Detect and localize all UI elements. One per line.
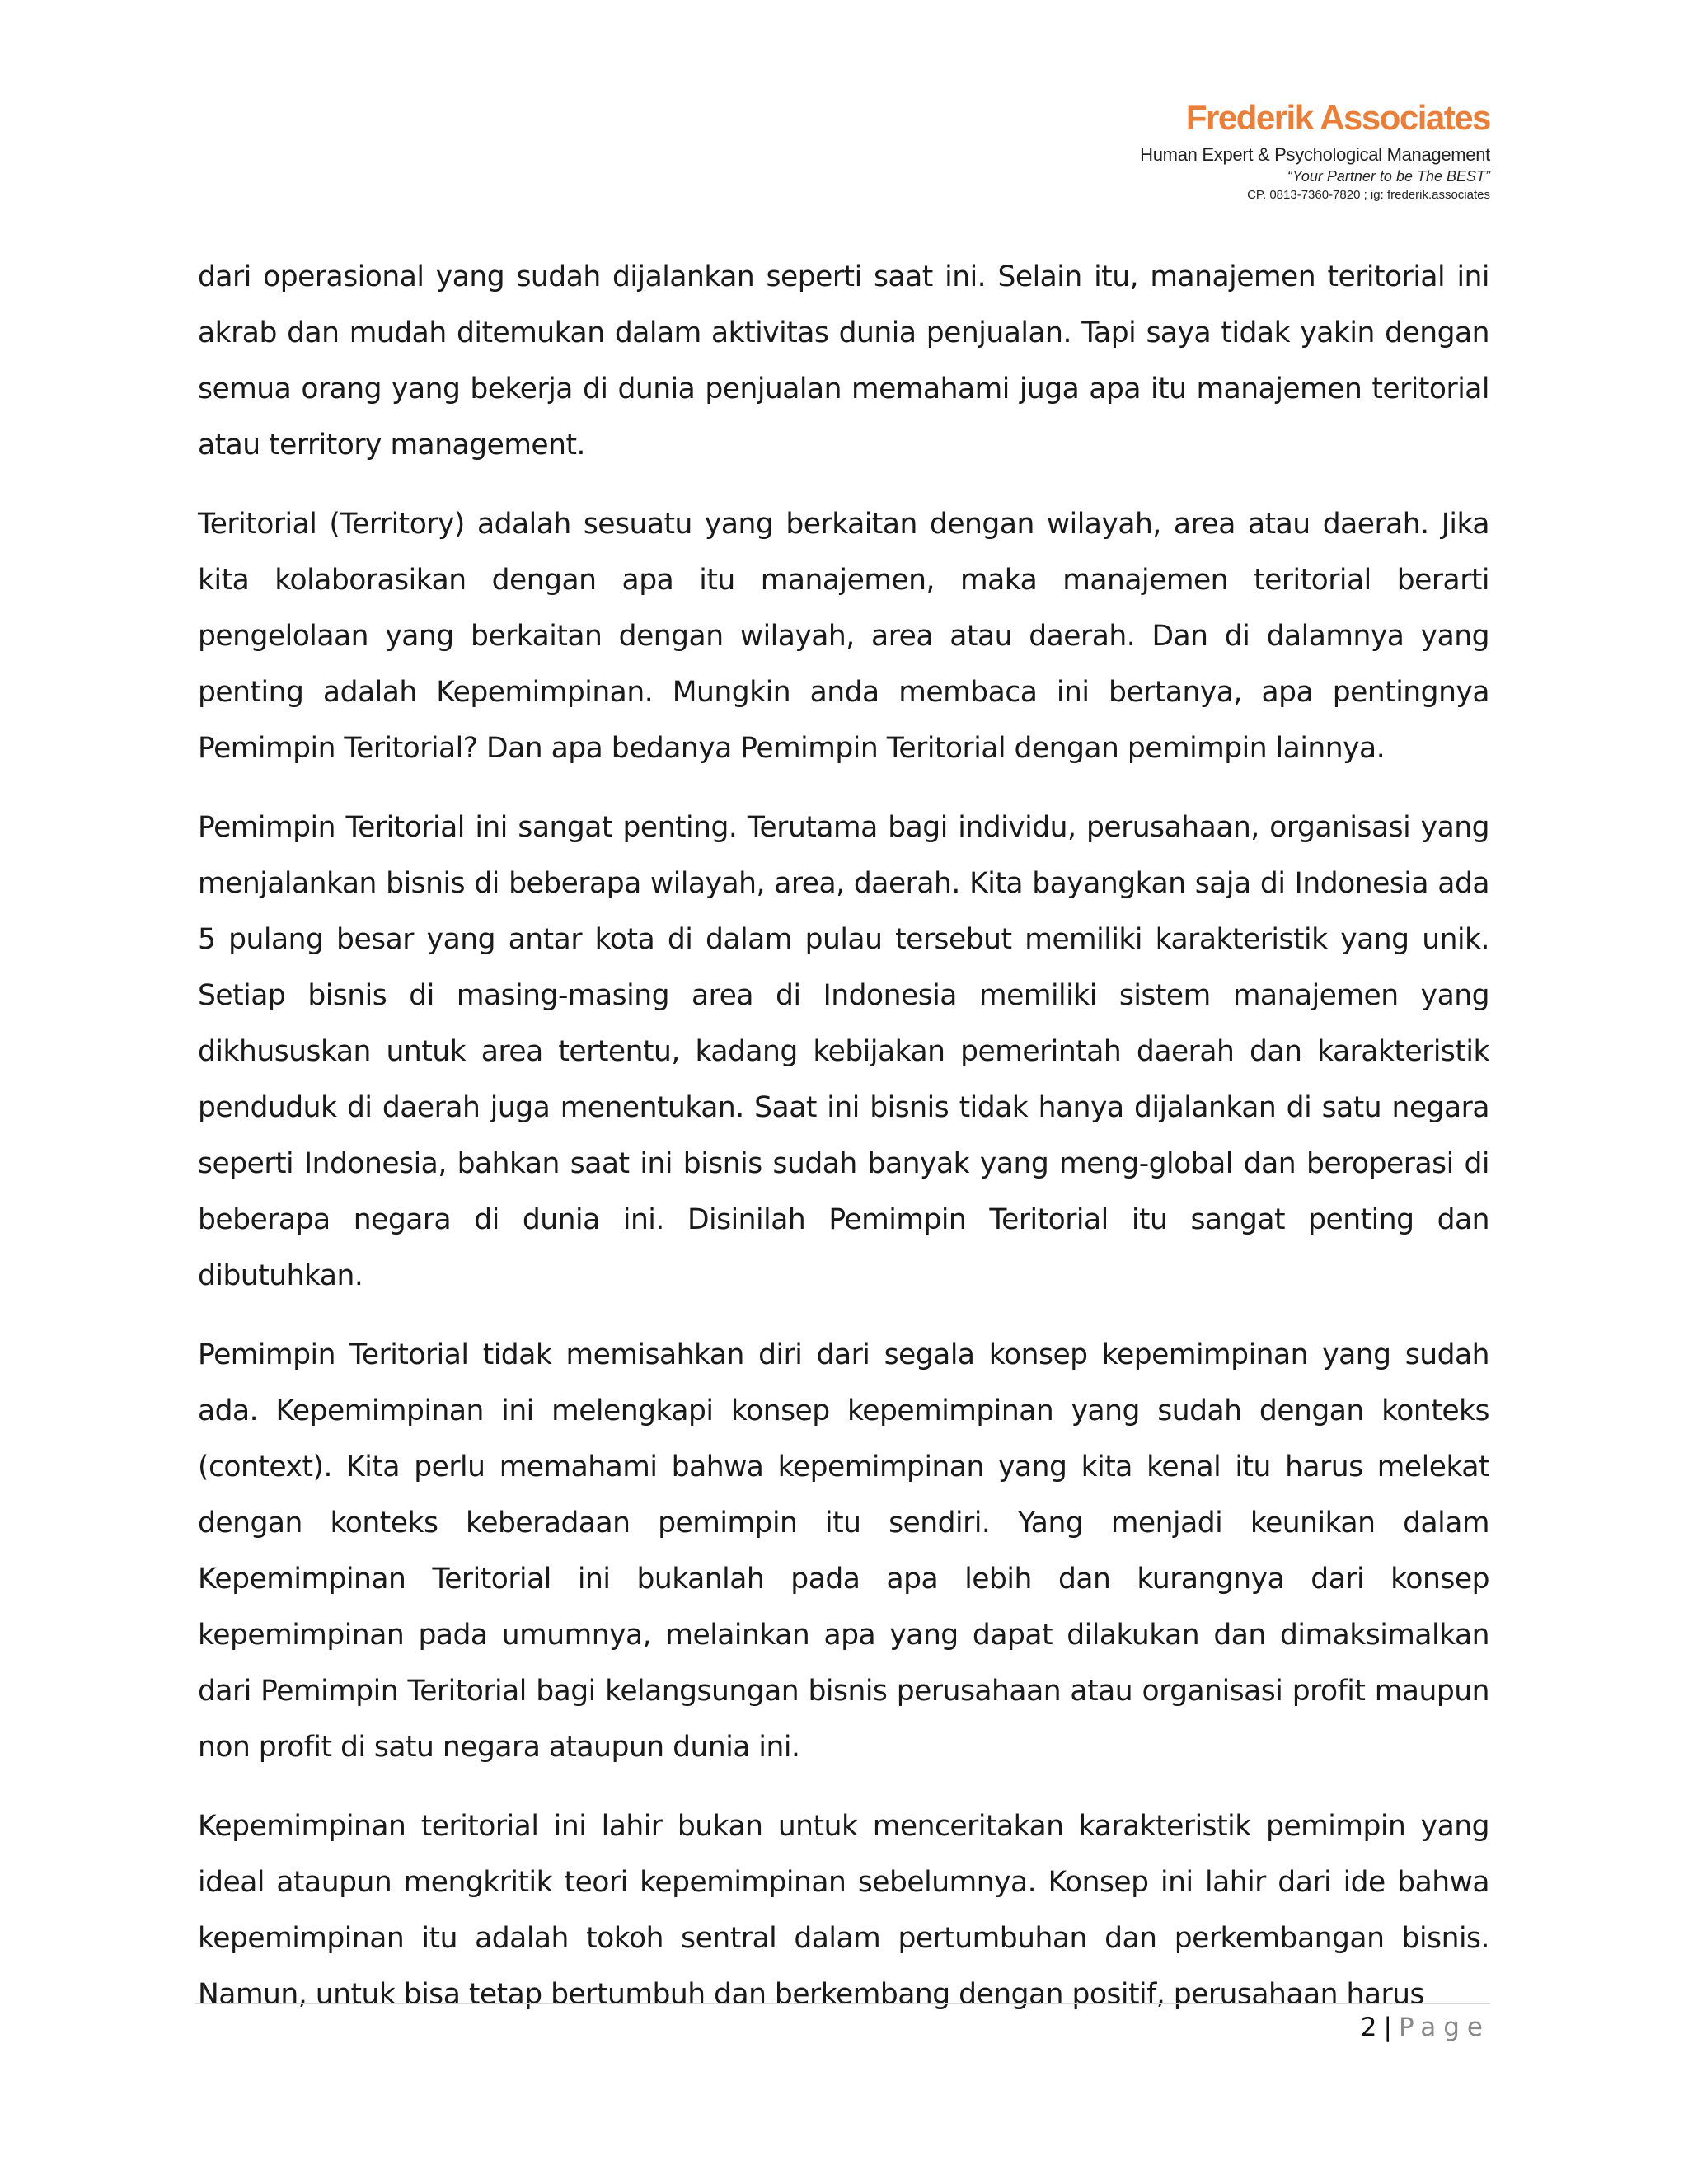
letterhead bbox=[1140, 97, 1490, 204]
footer-separator: | bbox=[1383, 2013, 1392, 2042]
brand-tagline: “Your Partner to be The BEST” bbox=[1287, 168, 1490, 185]
paragraph-4: Pemimpin Teritorial tidak memisahkan diri dari segala konsep kepemimpinan yang sudah ada. Kepemimpinan ini melengkapi konsep kepemimpinan yang sudah dengan konteks (context). Kita perlu memahami bahwa kepemimpinan yang kita kenal itu harus melekat dengan konteks keberadaan pemimpin itu sendiri. Yang menjadi keunikan dalam Kepemimpinan Teritorial ini bukanlah pada apa lebih dan kurangnya dari konsep kepemimpinan pada umumnya, melainkan apa yang dapat dilakukan dan dimaksimalkan dari Pemimpin Teritorial bagi kelangsungan bisnis perusahaan atau organisasi profit maupun non profit di satu negara ataupun dunia ini. bbox=[198, 1338, 1489, 1764]
page-label: Page bbox=[1398, 2013, 1490, 2042]
footer-divider bbox=[195, 2003, 1490, 2004]
document-body bbox=[198, 249, 1489, 2046]
paragraph-5: Kepemimpinan teritorial ini lahir bukan untuk menceritakan karakteristik pemimpin yang ideal ataupun mengkritik teori kepemimpinan sebelumnya. Konsep ini lahir dari ide bahwa kepemimpinan itu adalah tokoh sentral dalam pertumbuhan dan perkembangan bisnis. Namun, untuk bisa tetap bertumbuh dan berkembang dengan positif, perusahaan harus bbox=[198, 1810, 1489, 2011]
page-footer bbox=[1361, 2009, 1490, 2046]
paragraph-2: Teritorial (Territory) adalah sesuatu yang berkaitan dengan wilayah, area atau daerah. Jika kita kolaborasikan dengan apa itu manajemen, maka manajemen teritorial berarti pengelolaan yang berkaitan dengan wilayah, area atau daerah. Dan di dalamnya yang penting adalah Kepemimpinan. Mungkin anda membaca ini bertanya, apa pentingnya Pemimpin Teritorial? Dan apa bedanya Pemimpin Teritorial dengan pemimpin lainnya. bbox=[198, 508, 1489, 765]
paragraph-3: Pemimpin Teritorial ini sangat penting. Terutama bagi individu, perusahaan, organisasi yang menjalankan bisnis di beberapa wilayah, area, daerah. Kita bayangkan saja di Indonesia ada 5 pulang besar yang antar kota di dalam pulau tersebut memiliki karakteristik yang unik. Setiap bisnis di masing-masing area di Indonesia memiliki sistem manajemen yang dikhususkan untuk area tertentu, kadang kebijakan pemerintah daerah dan karakteristik penduduk di daerah juga menentukan. Saat ini bisnis tidak hanya dijalankan di satu negara seperti Indonesia, bahkan saat ini bisnis sudah banyak yang meng-global dan beroperasi di beberapa negara di dunia ini. Disinilah Pemimpin Teritorial itu sangat penting dan dibutuhkan. bbox=[198, 811, 1489, 1292]
paragraph-1: dari operasional yang sudah dijalankan seperti saat ini. Selain itu, manajemen teritorial ini akrab dan mudah ditemukan dalam aktivitas dunia penjualan. Tapi saya tidak yakin dengan semua orang yang bekerja di dunia penjualan memahami juga apa itu manajemen teritorial atau territory management. bbox=[198, 260, 1489, 462]
page-number: 2 bbox=[1360, 2013, 1377, 2042]
brand-name: Frederik Associates bbox=[1185, 98, 1490, 137]
contact-info: CP. 0813-7360-7820 ; ig: frederik.associates bbox=[1247, 188, 1490, 202]
brand-subtitle: Human Expert & Psychological Management bbox=[1140, 144, 1490, 165]
